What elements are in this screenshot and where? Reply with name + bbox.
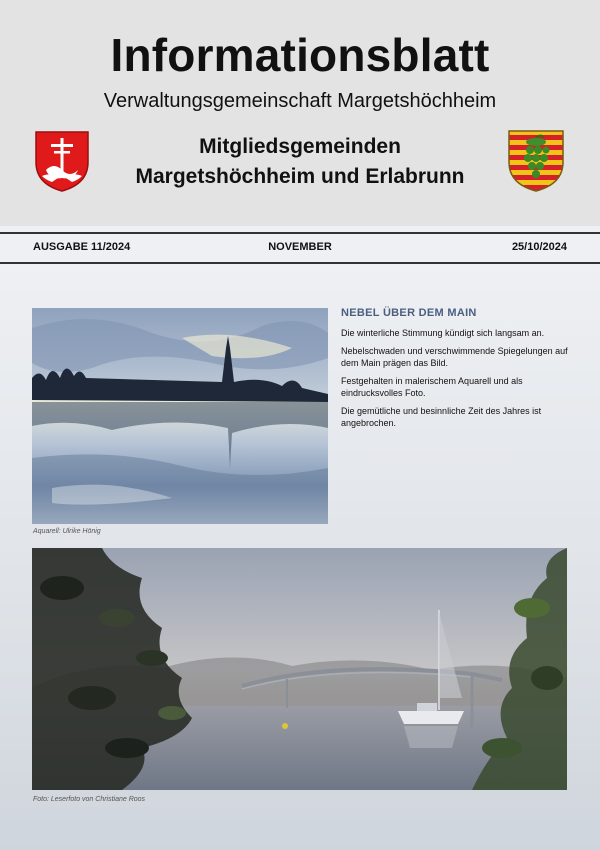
article [341,307,581,435]
issue-month: NOVEMBER [268,241,332,253]
misty-river-photo [32,548,567,790]
article-heading: NEBEL ÜBER DEM MAIN [341,307,477,319]
margetshoechheim-crest-icon [32,128,92,194]
masthead [0,0,600,226]
divider-bottom [0,262,600,264]
article-paragraph: Die winterliche Stimmung kündigt sich langsam an. [341,328,545,338]
issue-number: AUSGABE 11/2024 [33,241,131,253]
divider-top [0,232,600,234]
article-paragraph: Die gemütliche und besinnliche Zeit des Jahres ist angebrochen. [341,406,542,428]
members-line-1: Mitgliedsgemeinden [199,135,401,158]
issue-date: 25/10/2024 [511,241,567,253]
watercolor-painting [32,308,328,524]
article-paragraph: Nebelschwaden und verschwimmende Spiegelungen auf dem Main prägen das Bild. [341,346,568,368]
watercolor-caption: Aquarell: Ulrike Hönig [33,528,101,535]
photo-caption: Foto: Leserfoto von Christiane Roos [33,796,146,803]
page-title: Informationsblatt [110,29,490,81]
erlabrunn-crest-icon [506,128,566,194]
issue-info-bar [0,241,600,259]
members-line-2: Margetshöchheim und Erlabrunn [135,165,465,188]
page-subtitle: Verwaltungsgemeinschaft Margetshöchheim [103,90,497,112]
member-municipalities [100,132,500,192]
article-paragraph: Festgehalten in malerischem Aquarell und als eindrucksvolles Foto. [341,376,523,398]
